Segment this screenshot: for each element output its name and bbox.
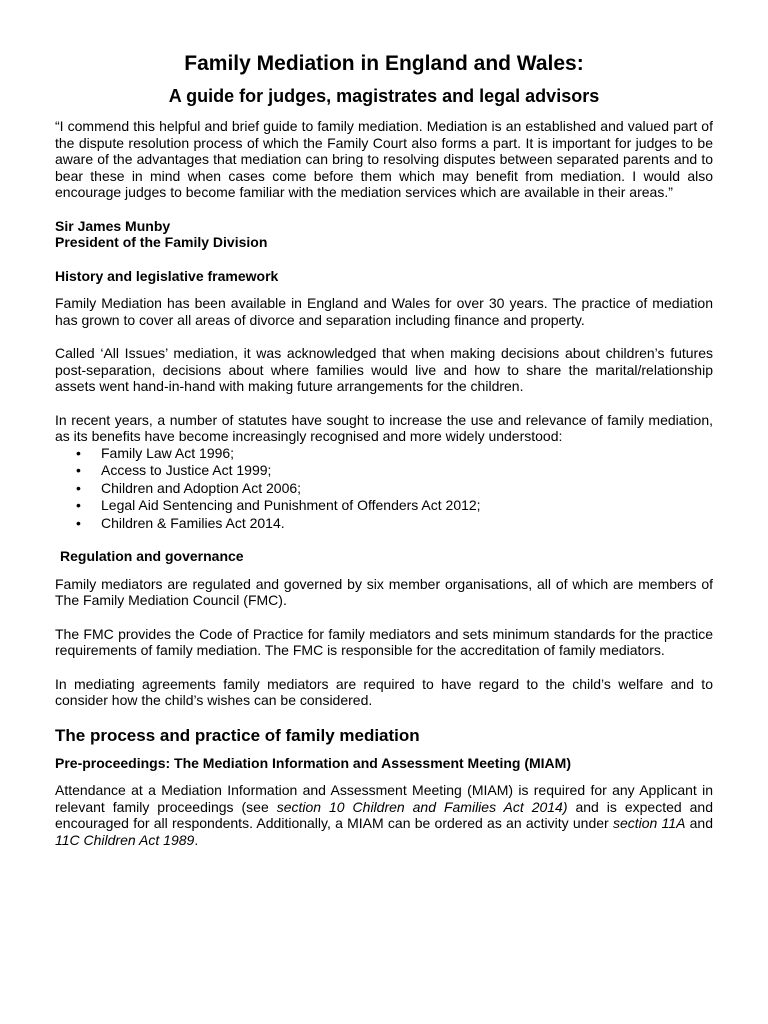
list-item: • Legal Aid Sentencing and Punishment of Offenders Act 2012; (76, 497, 481, 513)
history-paragraph-2: Called ‘All Issues’ mediation, it was acknowledged that when making decisions about children’s futures post-separation, decisions about where families would live and how to share the marital/relationship assets went hand-in-hand with making future arrangements for the children. (55, 345, 713, 394)
signature-name: Sir James Munby (55, 217, 171, 234)
history-heading: History and legislative framework (55, 267, 279, 284)
bullet-icon: • (76, 462, 81, 478)
document-title: Family Mediation in England and Wales: (184, 52, 584, 75)
statute-reference: 11C Children Act 1989 (55, 831, 195, 848)
statute-reference: section 11A (612, 815, 686, 831)
signature-block (55, 218, 713, 251)
miam-paragraph: Attendance at a Mediation Information and Assessment Meeting (MIAM) is required for any Applicant in relevant family proceedings (see section 10 Children and Families Act 2014) and is expected and encouraged for all respondents. Additionally, a MIAM can be ordered as an activity under section 11A and 11C Children Act 1989. (55, 782, 714, 848)
list-item: • Children and Adoption Act 2006; (76, 479, 302, 496)
regulation-paragraph-1: Family mediators are regulated and governed by six member organisations, all of which are members of The Family Mediation Council (FMC). (55, 575, 713, 608)
regulation-heading: Regulation and governance (60, 548, 244, 564)
process-heading: The process and practice of family mediation (55, 725, 420, 745)
commendation-quote: “I commend this helpful and brief guide to family mediation. Mediation is an established and valued part of the dispute resolution process of which the Family Court also forms a part. It is important for judges to be aware of the advantages that mediation can bring to resolving disputes between separated parents and to bear these in mind when cases come before them which may benefit from mediation. I would also encourage judges to become familiar with the mediation services which are available in their areas.” (55, 118, 713, 200)
history-paragraph-1: Family Mediation has been available in England and Wales for over 30 years. The practice of mediation has grown to cover all areas of divorce and separation including finance and property. (55, 295, 713, 328)
miam-subheading: Pre-proceedings: The Mediation Information and Assessment Meeting (MIAM) (55, 754, 571, 771)
history-paragraph-3: In recent years, a number of statutes have sought to increase the use and relevance of family mediation, as its benefits have become increasingly recognised and more widely understood: (55, 411, 713, 444)
regulation-paragraph-3: In mediating agreements family mediators are required to have regard to the child’s welfare and to consider how the child’s wishes can be considered. (55, 675, 713, 708)
list-item: • Family Law Act 1996; (76, 444, 235, 461)
statute-reference: section 10 Children and Families Act 2014) (276, 798, 568, 815)
document-subtitle: A guide for judges, magistrates and legal advisors (168, 86, 600, 106)
bullet-icon: • (76, 479, 81, 496)
regulation-paragraph-2: The FMC provides the Code of Practice for family mediators and sets minimum standards for the practice requirements of family mediation. The FMC is responsible for the accreditation of family mediators. (55, 625, 713, 658)
list-item: • Access to Justice Act 1999; (76, 462, 272, 478)
bullet-icon: • (76, 444, 81, 461)
bullet-icon: • (76, 514, 81, 531)
statutes-list (55, 445, 713, 533)
signature-role: President of the Family Division (55, 234, 268, 250)
list-item: • Children & Families Act 2014. (76, 514, 285, 531)
bullet-icon: • (76, 497, 81, 513)
